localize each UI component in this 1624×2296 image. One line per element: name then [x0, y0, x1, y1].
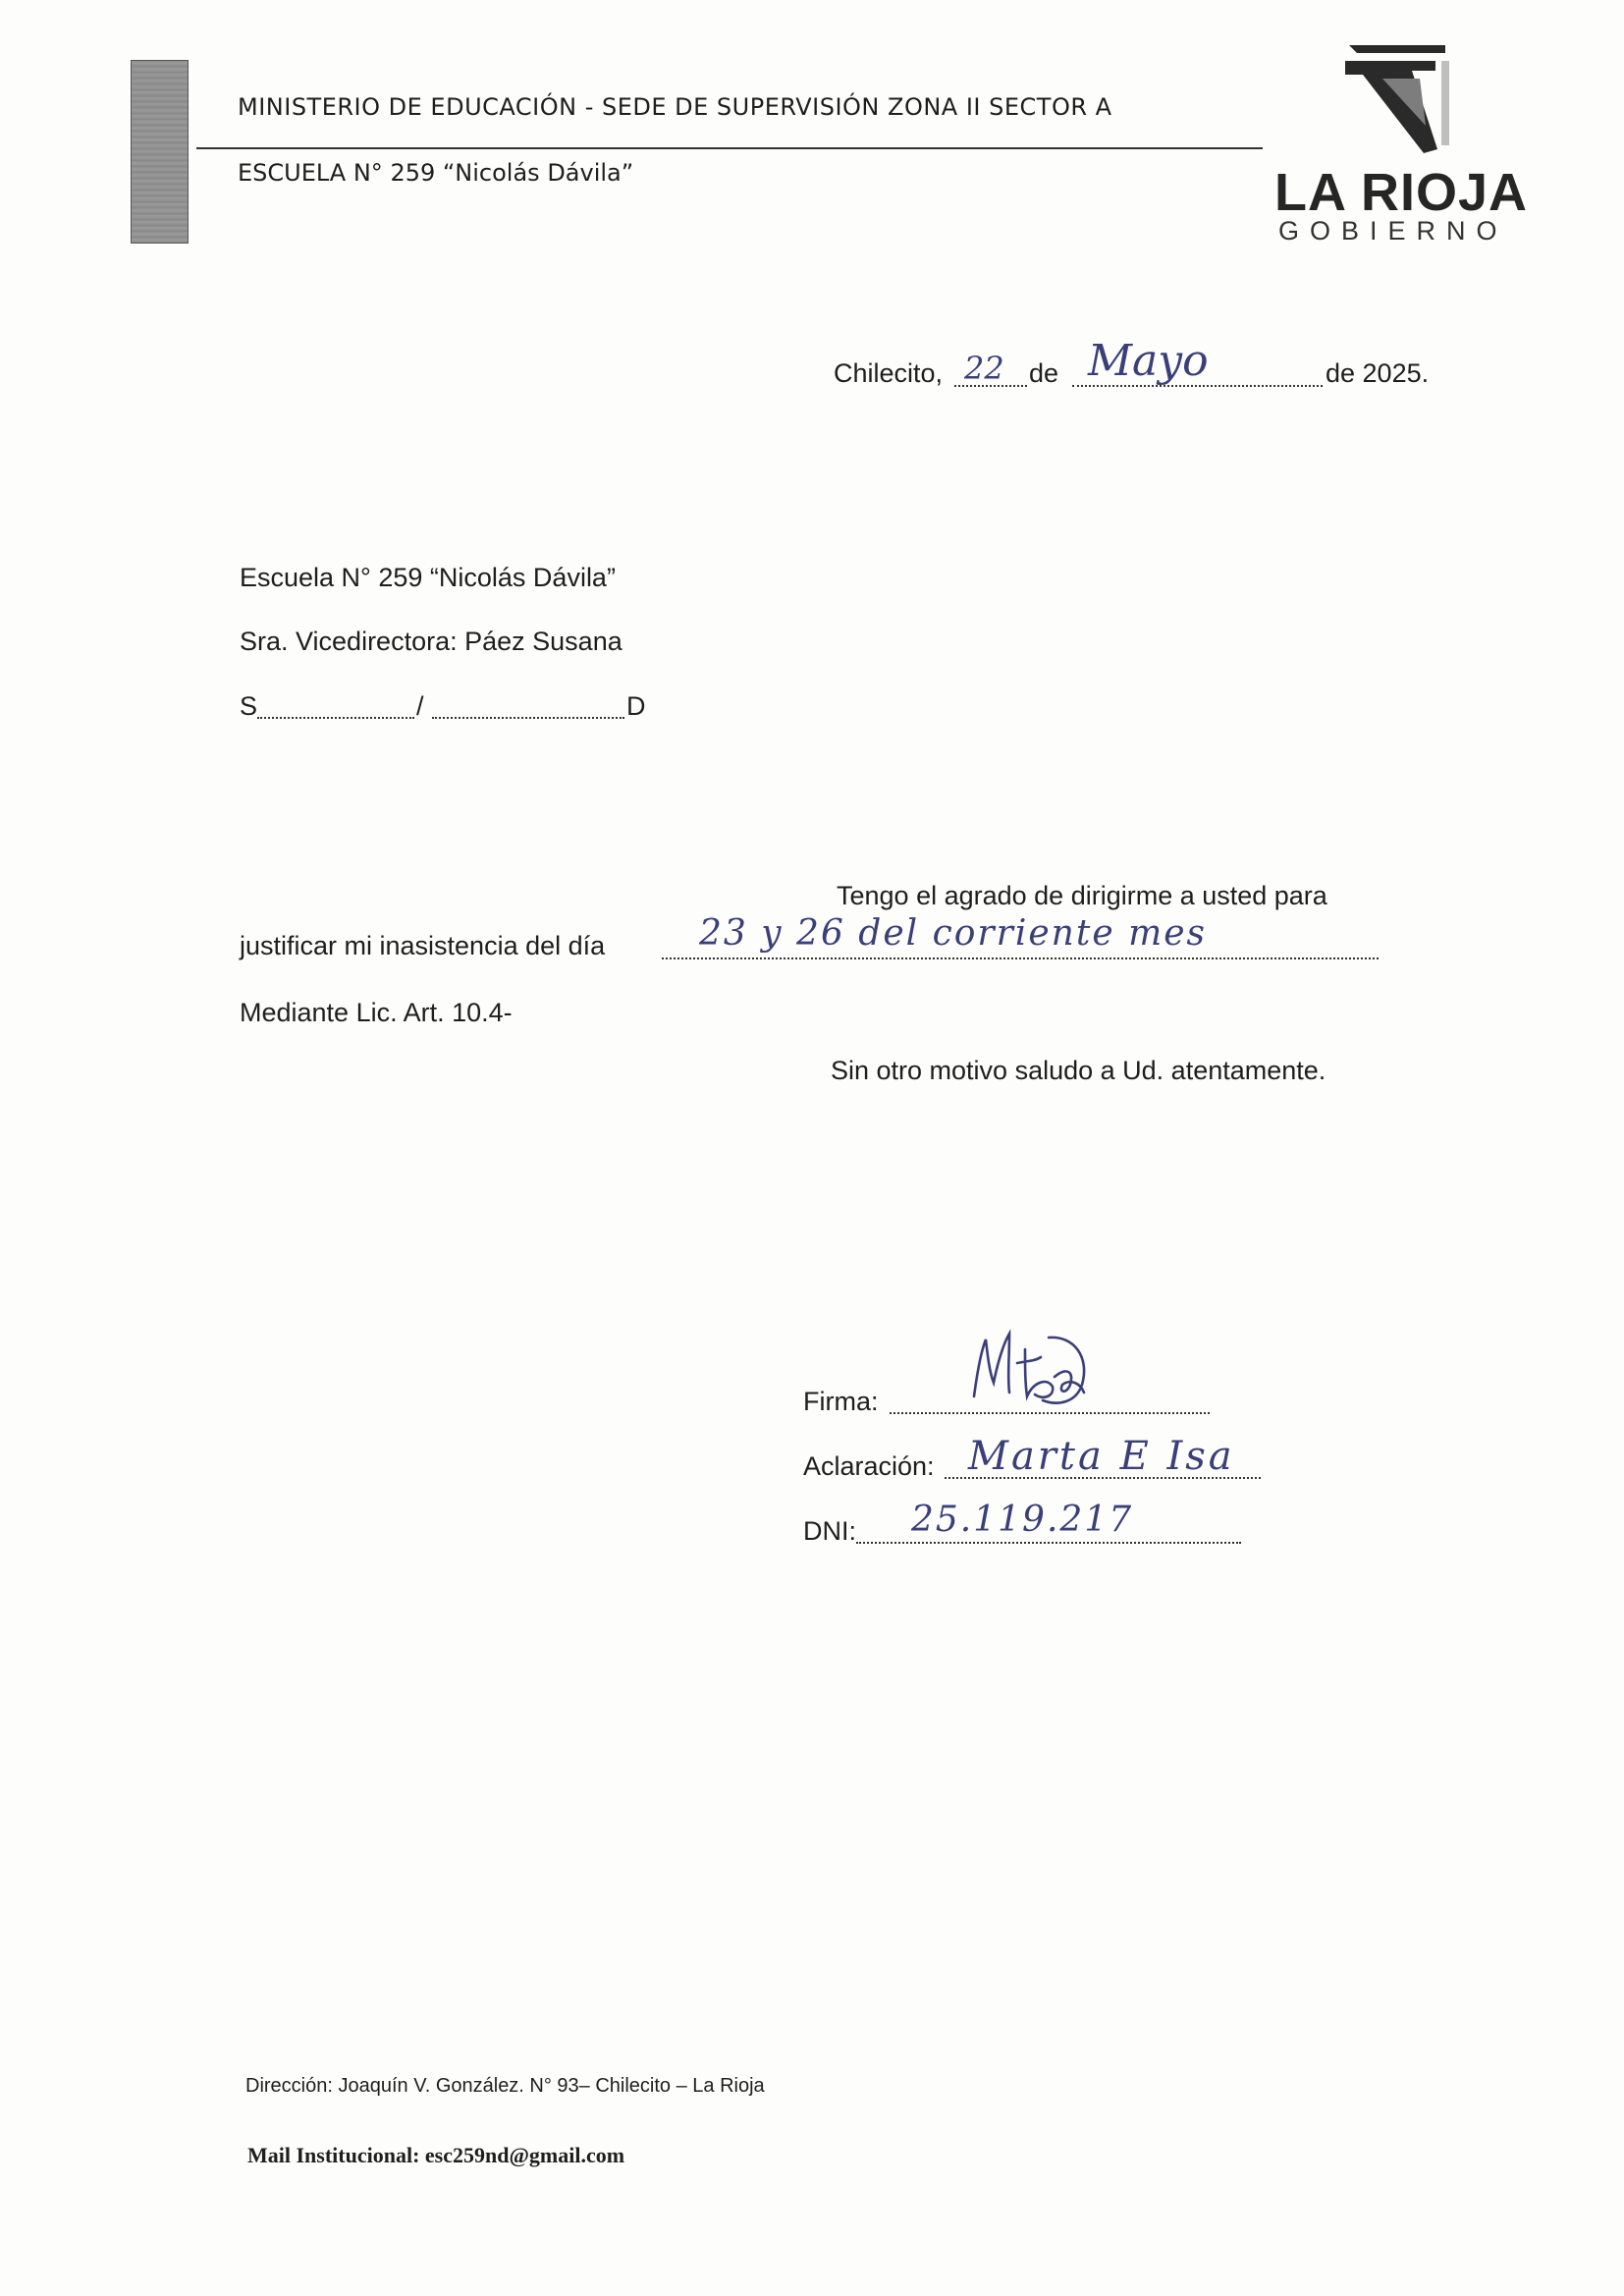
firma-label: Firma:	[803, 1387, 879, 1416]
justify-dots	[662, 957, 1379, 959]
sd-dots-2	[432, 717, 624, 719]
firma-dots	[890, 1412, 1210, 1414]
header-side-bar	[131, 60, 189, 244]
justify-prefix: justificar mi inasistencia del día	[240, 931, 606, 960]
school-header: ESCUELA N° 259 “Nicolás Dávila”	[238, 159, 634, 187]
body-intro: Tengo el agrado de dirigirme a usted para	[837, 881, 1327, 910]
handwritten-signature	[964, 1328, 1092, 1408]
date-de: de	[1029, 358, 1059, 388]
recipient-school: Escuela N° 259 “Nicolás Dávila”	[240, 563, 616, 592]
header-divider	[196, 147, 1263, 149]
footer-mail: Mail Institucional: esc259nd@gmail.com	[247, 2143, 625, 2167]
aclaracion-value: Marta E Isa	[968, 1434, 1235, 1479]
sd-slash: /	[416, 691, 424, 721]
footer-address: Dirección: Joaquín V. González. N° 93– Chilecito – La Rioja	[245, 2075, 765, 2097]
sd-start: S	[240, 691, 258, 721]
date-place: Chilecito,	[834, 358, 944, 388]
closing-line: Sin otro motivo saludo a Ud. atentamente.	[831, 1056, 1326, 1085]
date-month: Mayo	[1088, 336, 1209, 386]
dni-label: DNI:	[803, 1516, 856, 1546]
date-year: de 2025.	[1326, 358, 1430, 388]
dni-value: 25.119.217	[911, 1500, 1134, 1540]
la-rioja-logo-icon	[1343, 39, 1453, 159]
ministry-header: MINISTERIO DE EDUCACIÓN - SEDE DE SUPERVISIÓN ZONA II SECTOR A	[238, 93, 1112, 121]
aclaracion-label: Aclaración:	[803, 1451, 935, 1481]
days-handwritten: 23 y 26 del corriente mes	[699, 913, 1207, 954]
dni-dots	[856, 1542, 1241, 1544]
sd-dots-1	[257, 717, 414, 719]
logo-title: LA RIOJA	[1274, 163, 1529, 222]
sd-end: D	[626, 691, 646, 721]
date-day: 22	[964, 350, 1004, 387]
license-line: Mediante Lic. Art. 10.4-	[240, 998, 513, 1027]
recipient-addressee: Sra. Vicedirectora: Páez Susana	[240, 627, 623, 656]
logo-subtitle: GOBIERNO	[1278, 216, 1508, 246]
